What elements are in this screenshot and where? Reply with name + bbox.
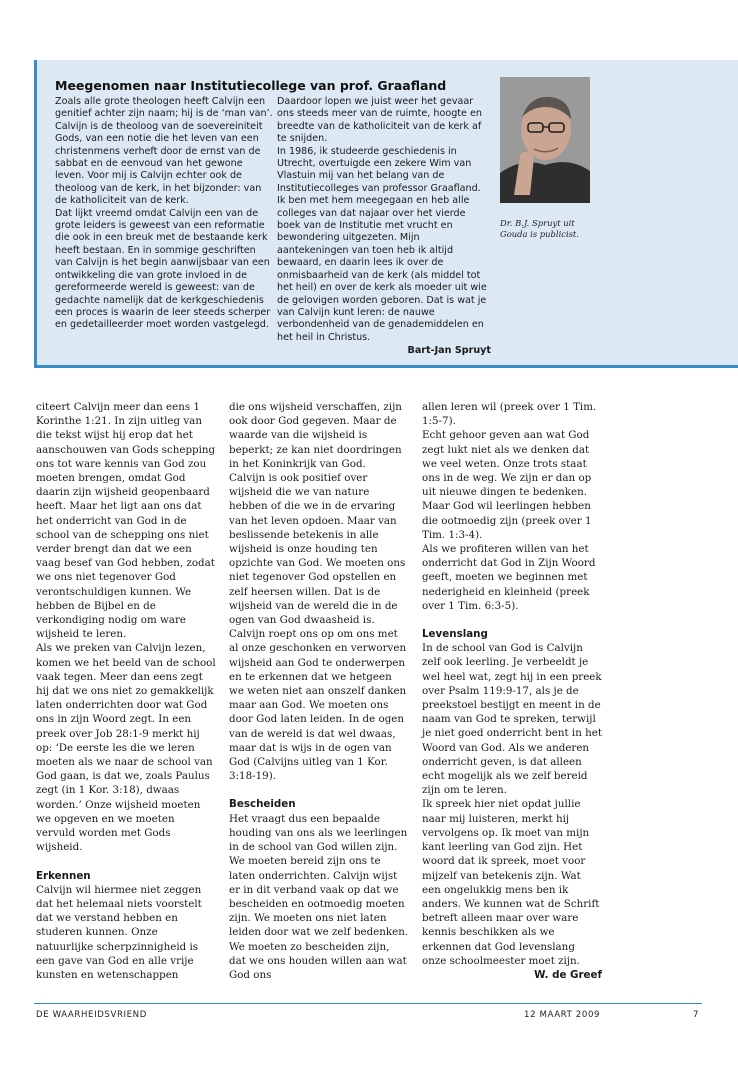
sidebar-paragraph: Zoals alle grote theologen heeft Calvijn een genitief achter zijn naam; hij is de ‘man van’. Calvijn is de theoloog van de soevereiniteit Gods, van een notie die het leven van een christenmens verheft door de ernst van de sabbat en de eenvoud van het gewone leven. Voor mij is Calvijn echter ook de theoloog van de kerk, in het bijzonder: van de katholiciteit van de kerk. bbox=[55, 96, 273, 207]
article-paragraph: Calvijn is ook positief over wijsheid die we van nature hebben of die we in de ervaring van het leven opdoen. Maar van beslissende betekenis in alle wijsheid is onze houding ten opzichte van God. We moeten ons niet tegenover God opstellen en zelf heersen willen. Dat is de wijsheid van de wereld die in de ogen van God dwaasheid is. bbox=[229, 472, 406, 627]
author-photo bbox=[500, 77, 590, 203]
article-paragraph: Calvijn wil hiermee niet zeggen dat het helemaal niets voorstelt dat we verstand hebben en studeren kunnen. Onze natuurlijke scherpzinnigheid is een gave van God en alle vrije kunsten en wetenschappen bbox=[36, 883, 202, 981]
article-paragraph: die ons wijsheid verschaffen, zijn ook door God gegeven. Maar de waarde van die wijsheid is beperkt; ze kan niet doordringen in het Koninkrijk van God. bbox=[229, 401, 402, 470]
article-paragraph: Calvijn roept ons op om ons met al onze geschonken en verworven wijsheid aan God te onderwerpen en te erkennen dat we hetgeen we weten niet aan onszelf danken maar aan God. We moeten ons door God laten leiden. In de ogen van de wereld is dat wel dwaas, maar dat is wijs in de ogen van God (Calvijns uitleg van 1 Kor. 3:18-19). bbox=[229, 628, 407, 783]
photo-caption: Dr. B.J. Spruyt uit Gouda is publicist. bbox=[500, 218, 579, 239]
section-spacer bbox=[422, 613, 602, 627]
sidebar-title: Meegenomen naar Institutiecollege van prof. Graafland bbox=[55, 78, 447, 93]
sidebar-paragraph: Daardoor lopen we juist weer het gevaar ons steeds meer van de ruimte, hoogte en breedte van de katholiciteit van de kerk af te snijden. bbox=[277, 96, 482, 145]
section-heading: Erkennen bbox=[36, 869, 91, 882]
article-column-3 bbox=[422, 400, 602, 982]
portrait-illustration bbox=[500, 77, 590, 203]
section-heading: Bescheiden bbox=[229, 798, 296, 811]
article-signature: W. de Greef bbox=[534, 968, 602, 981]
footer-rule bbox=[34, 1003, 702, 1004]
article-column-1 bbox=[36, 400, 216, 982]
article-column-2 bbox=[229, 400, 409, 982]
sidebar-author: Bart-Jan Spruyt bbox=[407, 345, 491, 357]
article-paragraph: In de school van God is Calvijn zelf ook leerling. Je verbeeldt je wel heel wat, zegt hij in een preek over Psalm 119:9-17, als je de preekstoel bestijgt en meent in de naam van God te spreken, terwijl je niet goed onderricht bent in het Woord van God. Als we anderen onderricht geven, is dat alleen echt mogelijk als we zelf bereid zijn om te leren. bbox=[422, 642, 602, 797]
section-heading: Levenslang bbox=[422, 628, 488, 641]
sidebar-paragraph: Dat lijkt vreemd omdat Calvijn een van de grote leiders is geweest van een reformatie die ook in een breuk met de bestaande kerk heeft bestaan. En in sommige geschriften van Calvijn is het begin aanwijsbaar van een ontwikkeling die van grote invloed in de gereformeerde wereld is geweest: van de gedachte namelijk dat de kerkgeschiedenis een proces is waarin de leer steeds scherper en gedetailleerder moet worden vastgelegd. bbox=[55, 207, 271, 331]
footer-publication: DE WAARHEIDSVRIEND bbox=[36, 1010, 147, 1020]
footer-date: 12 MAART 2009 bbox=[524, 1010, 601, 1020]
sidebar-box bbox=[34, 60, 738, 368]
section-spacer bbox=[36, 855, 216, 869]
sidebar-paragraph: In 1986, ik studeerde geschiedenis in Utrecht, overtuigde een zekere Wim van Vlastuin mij van het belang van de Institutiecolleges van professor Graafland. Ik ben met hem meegegaan en heb alle colleges van dat najaar over het vierde boek van de Institutie met vrucht en bewondering uitgezeten. Mijn aantekeningen van toen heb ik altijd bewaard, en daarin lees ik over de onmisbaarheid van de kerk (als middel tot het heil) en over de kerk als moeder uit wie de gelovigen worden geboren. Dat is wat je van Calvijn kunt leren: de nauwe verbondenheid van de genademiddelen en het heil in Christus. bbox=[277, 145, 487, 343]
article-paragraph: Het vraagt dus een bepaalde houding van ons als we leerlingen in de school van God willen zijn. We moeten bereid zijn ons te laten onderrichten. Calvijn wijst er in dit verband vaak op dat we bescheiden en ootmoedig moeten zijn. We moeten ons niet laten leiden door wat we zelf bedenken. We moeten zo bescheiden zijn, dat we ons houden willen aan wat God ons bbox=[229, 812, 409, 981]
article-paragraph: allen leren wil (preek over 1 Tim. 1:5-7). bbox=[422, 401, 597, 428]
article-paragraph: Ik spreek hier niet opdat jullie naar mij luisteren, merkt hij vervolgens op. Ik moet van mijn kant leerling van God zijn. Het woord dat ik spreek, moet voor mijzelf van betekenis zijn. Wat een ongelukkig mens ben ik anders. We kunnen wat de Schrift betreft alleen maar over ware kennis beschikken als we erkennen dat God levenslang onze schoolmeester moet zijn. bbox=[422, 798, 600, 967]
footer-page-number: 7 bbox=[693, 1010, 700, 1020]
article-paragraph: Als we profiteren willen van het onderricht dat God in Zijn Woord geeft, moeten we beginnen met nederigheid en kleinheid (preek over 1 Tim. 6:3-5). bbox=[422, 543, 596, 612]
article-paragraph: citeert Calvijn meer dan eens 1 Korinthe 1:21. In zijn uitleg van die tekst wijst hij erop dat het aanschouwen van Gods schepping ons tot ware kennis van God zou moeten brengen, omdat God daarin zijn wijsheid geopenbaard heeft. Maar het ligt aan ons dat het onderricht van God in de school van de schepping ons niet verder brengt dan dat we een vaag besef van God hebben, zodat we ons niet tegenover God verontschuldigen kunnen. We hebben de Bijbel en de verkondiging nodig om ware wijsheid te leren. bbox=[36, 401, 216, 641]
article-paragraph: Echt gehoor geven aan wat God zegt lukt niet als we denken dat we veel weten. Onze trots staat ons in de weg. We zijn er dan op uit nieuwe dingen te bedenken. Maar God wil leerlingen hebben die ootmoedig zijn (preek over 1 Tim. 1:3-4). bbox=[422, 429, 592, 541]
sidebar-column-1 bbox=[55, 96, 273, 332]
article-paragraph: Als we preken van Calvijn lezen, komen we het beeld van de school vaak tegen. Meer dan eens zegt hij dat we ons niet zo gemakkelijk laten onderrichten door wat God ons in zijn Woord zegt. In een preek over Job 28:1-9 merkt hij op: ‘De eerste les die we leren moeten als we naar de school van God gaan, is dat we, zoals Paulus zegt (in 1 Kor. 3:18), dwaas worden.’ Onze wijsheid moeten we opgeven en we moeten vervuld worden met Gods wijsheid. bbox=[36, 642, 216, 854]
sidebar-column-2 bbox=[277, 96, 491, 358]
section-spacer bbox=[229, 783, 409, 797]
